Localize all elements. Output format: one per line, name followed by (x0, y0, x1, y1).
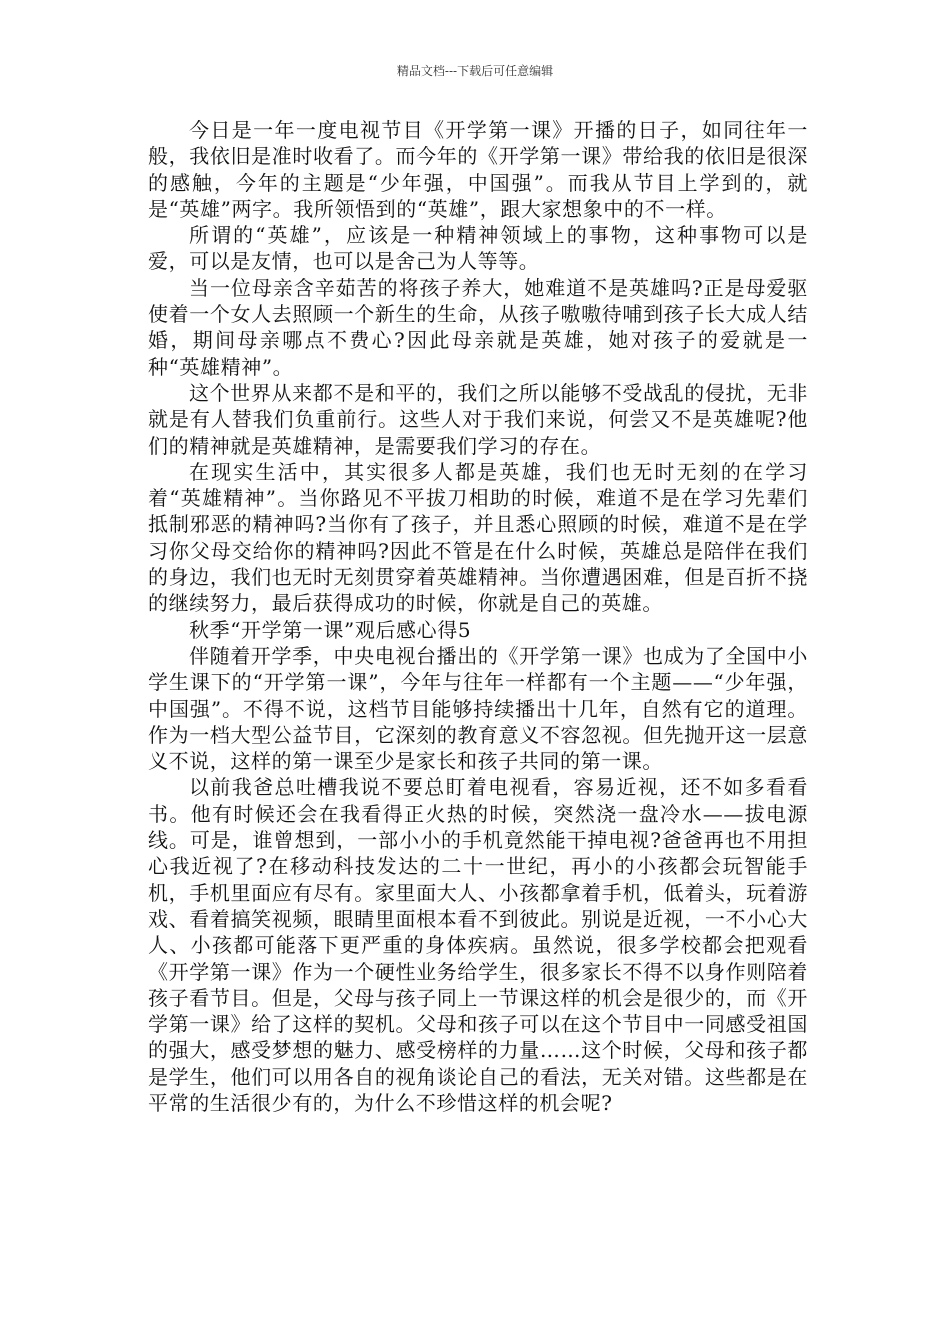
paragraph-7: 以前我爸总吐槽我说不要总盯着电视看，容易近视，还不如多看看书。他有时候还会在我看得正火热的时候，突然浇一盘冷水——拔电源线。可是，谁曾想到，一部小小的手机竟然能干掉电视?爸爸再也不用担心我近视了?在移动科技发达的二十一世纪，再小的小孩都会玩智能手机，手机里面应有尽有。家里面大人、小孩都拿着手机，低着头，玩着游戏、看着搞笑视频，眼睛里面根本看不到彼此。别说是近视，一不小心大人、小孩都可能落下更严重的身体疾病。虽然说，很多学校都会把观看《开学第一课》作为一个硬性业务给学生，很多家长不得不以身作则陪着孩子看节目。但是，父母与孩子同上一节课这样的机会是很少的，而《开学第一课》给了这样的契机。父母和孩子可以在这个节目中一同感受祖国的强大，感受梦想的魅力、感受榜样的力量……这个时候，父母和孩子都是学生，他们可以用各自的视角谈论自己的看法，无关对错。这些都是在平常的生活很少有的，为什么不珍惜这样的机会呢? (148, 775, 808, 1115)
page-header: 精品文档---下载后可任意编辑 (396, 64, 554, 78)
paragraph-6: 伴随着开学季，中央电视台播出的《开学第一课》也成为了全国中小学生课下的“开学第一课”，今年与往年一样都有一个主题——“少年强，中国强”。不得不说，这档节目能够持续播出十几年，自然有它的道理。作为一档大型公益节目，它深刻的教育意义不容忽视。但先抛开这一层意义不说，这样的第一课至少是家长和孩子共同的第一课。 (148, 643, 808, 774)
paragraph-5: 在现实生活中，其实很多人都是英雄，我们也无时无刻的在学习着“英雄精神”。当你路见不平拔刀相助的时候，难道不是在学习先辈们抵制邪恶的精神吗?当你有了孩子，并且悉心照顾的时候，难道不是在学习你父母交给你的精神吗?因此不管是在什么时候，英雄总是陪伴在我们的身边，我们也无时无刻贯穿着英雄精神。当你遭遇困难，但是百折不挠的继续努力，最后获得成功的时候，你就是自己的英雄。 (148, 459, 808, 616)
paragraph-4: 这个世界从来都不是和平的，我们之所以能够不受战乱的侵扰，无非就是有人替我们负重前行。这些人对于我们来说，何尝又不是英雄呢?他们的精神就是英雄精神，是需要我们学习的存在。 (148, 380, 808, 458)
paragraph-1: 今日是一年一度电视节目《开学第一课》开播的日子，如同往年一般，我依旧是准时收看了。而今年的《开学第一课》带给我的依旧是很深的感触，今年的主题是“少年强，中国强”。而我从节目上学到的，就是“英雄”两字。我所领悟到的“英雄”，跟大家想象中的不一样。 (148, 118, 808, 221)
paragraph-3: 当一位母亲含辛茹苦的将孩子养大，她难道不是英雄吗?正是母爱驱使着一个女人去照顾一个新生的生命，从孩子嗷嗷待哺到孩子长大成人结婚，期间母亲哪点不费心?因此母亲就是英雄，她对孩子的爱就是一种“英雄精神”。 (148, 275, 808, 379)
paragraph-2: 所谓的“英雄”，应该是一种精神领域上的事物，这种事物可以是爱，可以是友情，也可以是舍己为人等等。 (148, 223, 808, 274)
document-body (148, 117, 808, 1116)
section-heading: 秋季“开学第一课”观后感心得5 (189, 617, 472, 642)
